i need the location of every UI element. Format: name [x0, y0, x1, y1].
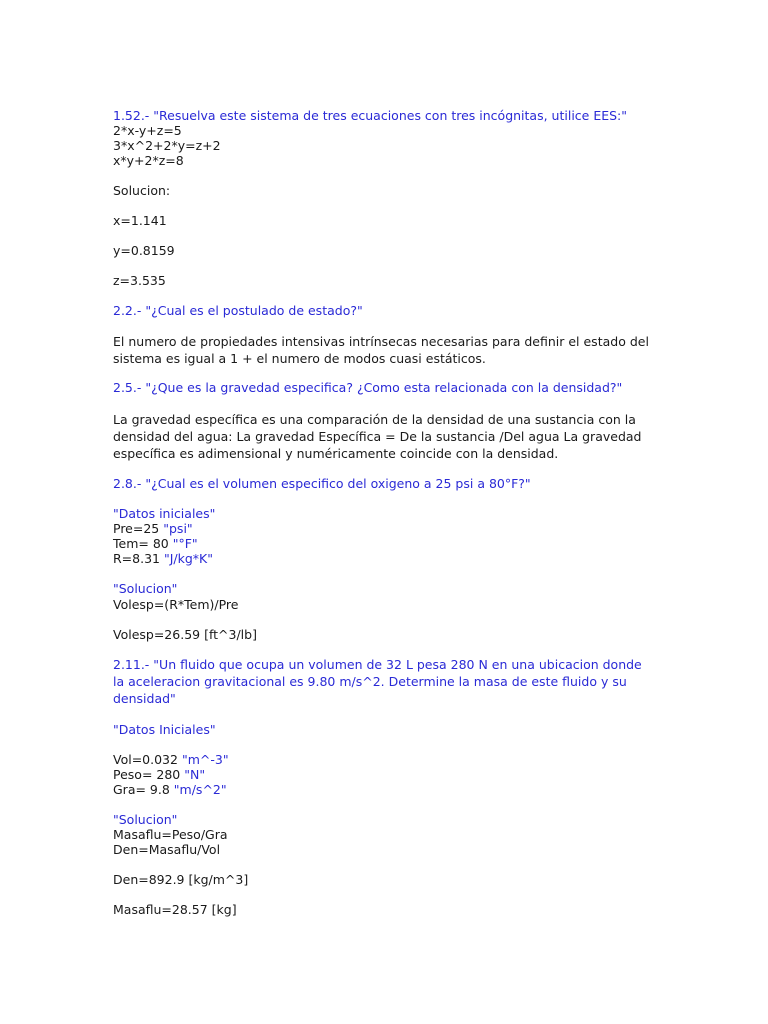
q3-title: 2.5.- "¿Que es la gravedad especifica? ¿Como esta relacionada con la densidad?" — [113, 380, 623, 395]
q3-answer-line-1: La gravedad específica es una comparación de la densidad de una sustancia con la — [113, 412, 636, 427]
q5-formula-2: Den=Masaflu/Vol — [113, 842, 221, 857]
q4-formula: Volesp=(R*Tem)/Pre — [113, 597, 239, 612]
q4-result: Volesp=26.59 [ft^3/lb] — [113, 627, 257, 642]
q5-gra-unit: "m/s^2" — [173, 782, 227, 797]
q1-equation-2: 3*x^2+2*y=z+2 — [113, 138, 221, 153]
q4-pre-line — [113, 521, 193, 536]
q5-datos-label: "Datos Iniciales" — [113, 722, 216, 737]
q4-r: R=8.31 — [113, 551, 160, 566]
q4-solucion-label: "Solucion" — [113, 581, 178, 596]
q4-r-line — [113, 551, 213, 566]
q1-equation-3: x*y+2*z=8 — [113, 153, 184, 168]
q5-gra-line — [113, 782, 227, 797]
q5-title-line-2: la aceleracion gravitacional es 9.80 m/s^2. Determine la masa de este fluido y su — [113, 674, 627, 689]
q5-vol-line — [113, 752, 229, 767]
q5-title-line-3: densidad" — [113, 691, 176, 706]
q2-answer — [113, 333, 658, 367]
q2-answer-line-2: sistema es igual a 1 + el numero de modos cuasi estáticos. — [113, 351, 486, 366]
q5-masaflu-result: Masaflu=28.57 [kg] — [113, 902, 237, 917]
q4-datos-label: "Datos iniciales" — [113, 506, 216, 521]
q4-pre: Pre=25 — [113, 521, 160, 536]
q5-title — [113, 656, 658, 707]
q3-answer-line-3: específica es adimensional y numéricamente coincide con la densidad. — [113, 446, 559, 461]
q5-peso-unit: "N" — [184, 767, 206, 782]
q3-answer-line-2: densidad del agua: La gravedad Específica = De la sustancia /Del agua La gravedad — [113, 429, 642, 444]
q2-title: 2.2.- "¿Cual es el postulado de estado?" — [113, 303, 363, 318]
q5-gra: Gra= 9.8 — [113, 782, 170, 797]
q1-z-result: z=3.535 — [113, 273, 166, 288]
q5-peso: Peso= 280 — [113, 767, 181, 782]
q4-pre-unit: "psi" — [163, 521, 193, 536]
q3-answer — [113, 411, 658, 462]
q5-den-result: Den=892.9 [kg/m^3] — [113, 872, 249, 887]
q4-r-unit: "J/kg*K" — [163, 551, 214, 566]
q1-solucion-label: Solucion: — [113, 183, 171, 198]
q4-tem: Tem= 80 — [113, 536, 169, 551]
q2-answer-line-1: El numero de propiedades intensivas intrínsecas necesarias para definir el estado del — [113, 334, 649, 349]
q4-title: 2.8.- "¿Cual es el volumen especifico del oxigeno a 25 psi a 80°F?" — [113, 476, 531, 491]
q1-equation-1: 2*x-y+z=5 — [113, 123, 182, 138]
q5-vol: Vol=0.032 — [113, 752, 178, 767]
q5-formula-1: Masaflu=Peso/Gra — [113, 827, 228, 842]
q5-vol-unit: "m^-3" — [181, 752, 229, 767]
q5-title-line-1: 2.11.- "Un fluido que ocupa un volumen de 32 L pesa 280 N en una ubicacion donde — [113, 657, 642, 672]
q1-y-result: y=0.8159 — [113, 243, 175, 258]
q5-solucion-label: "Solucion" — [113, 812, 178, 827]
q5-peso-line — [113, 767, 205, 782]
q1-title: 1.52.- "Resuelva este sistema de tres ecuaciones con tres incógnitas, utilice EES:" — [113, 108, 628, 123]
q4-tem-unit: "°F" — [172, 536, 198, 551]
q4-tem-line — [113, 536, 198, 551]
q1-x-result: x=1.141 — [113, 213, 167, 228]
